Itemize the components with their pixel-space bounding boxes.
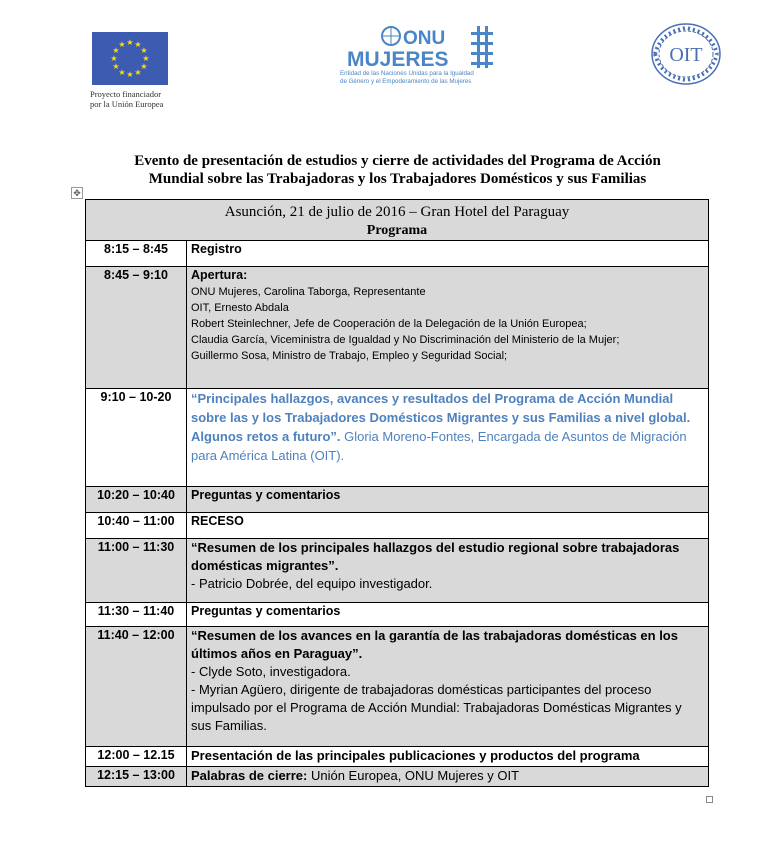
svg-text:★: ★ [134, 40, 142, 49]
table-move-handle-icon[interactable]: ✥ [71, 187, 83, 199]
row-title: RECESO [187, 513, 709, 539]
row-time: 12:15 – 13:00 [86, 767, 187, 787]
table-row [86, 513, 709, 539]
svg-text:★: ★ [134, 68, 142, 77]
row-time: 11:40 – 12:00 [86, 627, 187, 747]
row-title: Apertura: [191, 268, 248, 282]
row-description [187, 389, 709, 487]
row-time: 9:10 – 10-20 [86, 389, 187, 487]
speaker-line: Gloria Moreno-Fontes, Encargada de Asuntos de Migración para América Latina (OIT). [191, 429, 687, 463]
row-time: 11:30 – 11:40 [86, 603, 187, 627]
row-time: 8:45 – 9:10 [86, 267, 187, 389]
row-title: “Resumen de los principales hallazgos del estudio regional sobre trabajadoras domésticas migrantes”. [191, 540, 680, 573]
row-title: “Resumen de los avances en la garantía de las trabajadoras domésticas en los últimos años en Paraguay”. [191, 628, 678, 661]
svg-text:★: ★ [110, 54, 118, 63]
oit-logo [641, 18, 731, 90]
onu-subtitle [340, 70, 510, 86]
row-time: 8:15 – 8:45 [86, 241, 187, 267]
svg-text:★: ★ [126, 38, 134, 47]
speaker-line: - Clyde Soto, investigadora. [191, 664, 351, 679]
eu-flag-logo [92, 32, 168, 85]
speaker-line: - Myrian Agüero, dirigente de trabajadoras domésticas participantes del proceso impulsado por el Programa de Acción Mundial: Trabajadoras Domésticas Migrantes y sus Familias. [191, 682, 682, 733]
svg-text:★: ★ [142, 54, 150, 63]
document-title [85, 152, 710, 188]
svg-text:★: ★ [112, 46, 120, 55]
table-row [86, 767, 709, 787]
svg-text:★: ★ [118, 68, 126, 77]
speaker-line: Unión Europea, ONU Mujeres y OIT [307, 768, 520, 783]
speaker-line: ONU Mujeres, Carolina Taborga, Representante [191, 286, 426, 298]
row-time: 11:00 – 11:30 [86, 539, 187, 603]
speaker-line: OIT, Ernesto Abdala [191, 302, 289, 314]
table-row [86, 539, 709, 603]
end-of-cell-marker [706, 796, 713, 803]
speaker-line: Robert Steinlechner, Jefe de Cooperación de la Delegación de la Unión Europea; [191, 318, 587, 330]
header-cell [86, 200, 709, 241]
svg-text:★: ★ [112, 62, 120, 71]
speaker-line: Claudia García, Viceministra de Igualdad y No Discriminación del Ministerio de la Mujer; [191, 334, 620, 346]
table-row [86, 487, 709, 513]
row-time: 12:00 – 12.15 [86, 747, 187, 767]
row-title: Preguntas y comentarios [187, 603, 709, 627]
title-line1: Evento de presentación de estudios y cierre de actividades del Programa de Acción [134, 153, 661, 169]
eu-caption-line1: Proyecto financiador [90, 89, 162, 99]
speaker-line: Guillermo Sosa, Ministro de Trabajo, Empleo y Seguridad Social; [191, 350, 508, 362]
speaker-line: - Patricio Dobrée, del equipo investigador. [191, 576, 433, 591]
row-title: Palabras de cierre: [191, 768, 308, 783]
svg-text:★: ★ [118, 40, 126, 49]
event-place-date: Asunción, 21 de julio de 2016 – Gran Hotel del Paraguay [224, 204, 570, 220]
onu-word: ONU [403, 28, 446, 49]
row-title: Presentación de las principales publicaciones y productos del programa [187, 747, 709, 767]
eu-caption-line2: por la Unión Europea [90, 99, 164, 109]
table-row [86, 627, 709, 747]
table-row [86, 603, 709, 627]
row-title: Registro [187, 241, 709, 267]
row-description [187, 767, 709, 787]
table-row [86, 267, 709, 389]
mujeres-word: MUJERES [347, 48, 449, 70]
oit-emblem-icon [641, 18, 731, 90]
svg-text:★: ★ [140, 62, 148, 71]
program-table [85, 199, 709, 787]
onu-subtitle-line1: Entidad de las Naciones Unidas para la Igualdad [340, 70, 474, 77]
row-time: 10:40 – 11:00 [86, 513, 187, 539]
table-row [86, 389, 709, 487]
row-description [187, 627, 709, 747]
row-time: 10:20 – 10:40 [86, 487, 187, 513]
row-description [187, 267, 709, 389]
table-row [86, 747, 709, 767]
row-title: Preguntas y comentarios [187, 487, 709, 513]
header-row [86, 200, 709, 241]
program-label: Programa [366, 223, 428, 238]
onu-emblem-icon [343, 22, 503, 70]
title-line2: Mundial sobre las Trabajadoras y los Trabajadores Domésticos y sus Familias [148, 171, 647, 187]
row-title: “Principales hallazgos, avances y resultados del Programa de Acción Mundial sobre las y los Trabajadores Domésticos Migrantes y sus Familias a nivel global. Algunos retos a futuro”. [191, 391, 691, 444]
eu-stars-icon [92, 32, 168, 85]
oit-text: OIT [669, 44, 703, 66]
svg-text:★: ★ [140, 46, 148, 55]
table-row [86, 241, 709, 267]
row-description [187, 539, 709, 603]
eu-caption [90, 89, 163, 109]
onu-subtitle-line2: de Género y el Empoderamiento de las Mujeres [340, 78, 472, 85]
svg-text:★: ★ [126, 70, 134, 79]
